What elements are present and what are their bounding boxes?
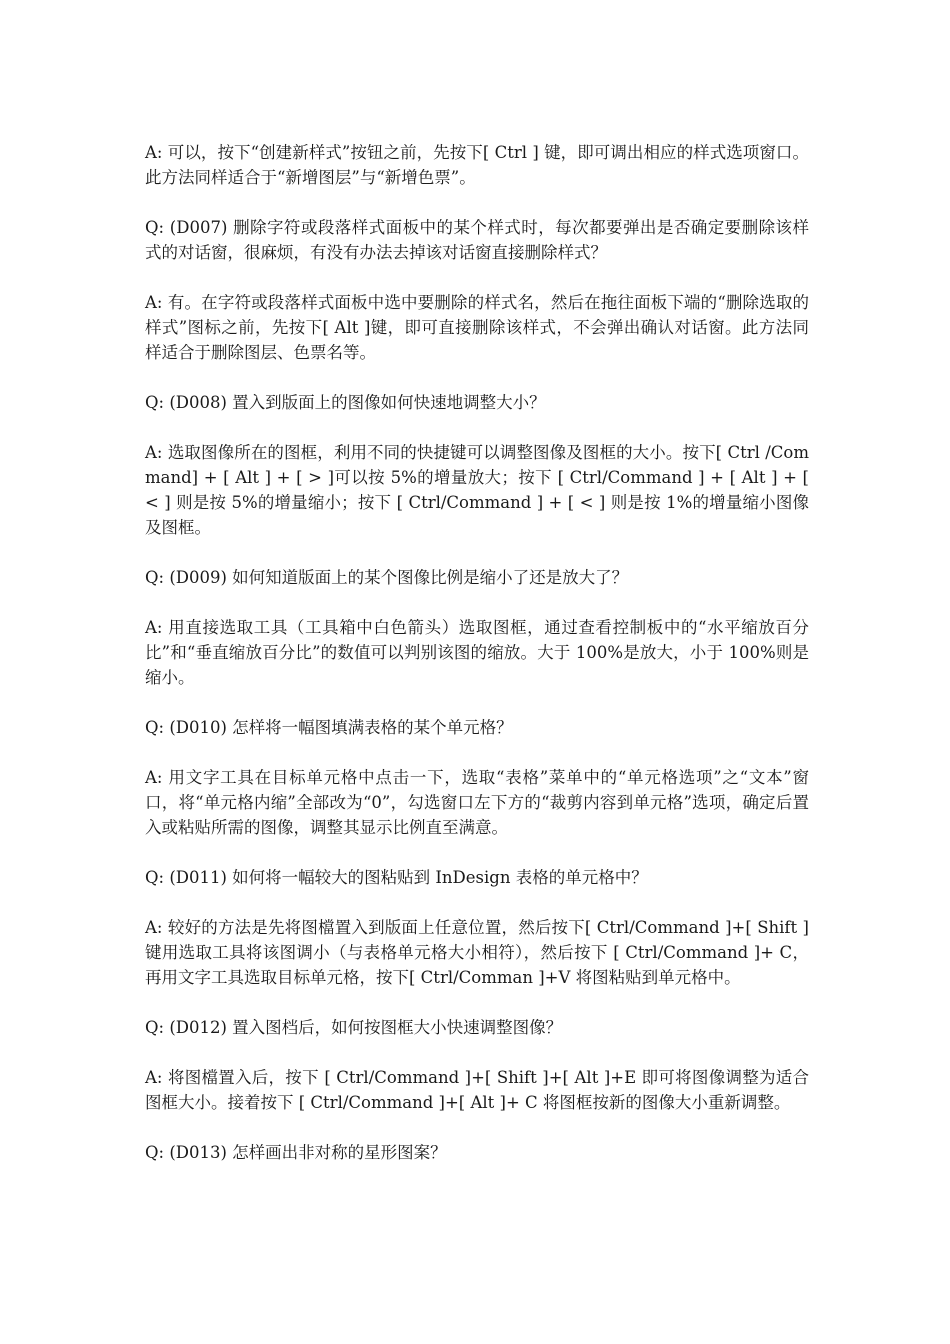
question-paragraph: Q: (D008) 置入到版面上的图像如何快速地调整大小？ xyxy=(145,393,546,412)
question-paragraph: Q: (D007) 删除字符或段落样式面板中的某个样式时，每次都要弹出是否确定要删除该样式的对话窗，很麻烦，有没有办法去掉该对话窗直接删除样式？ xyxy=(145,218,809,262)
question-paragraph: Q: (D009) 如何知道版面上的某个图像比例是缩小了还是放大了？ xyxy=(145,568,629,587)
answer-paragraph: A: 可以，按下“创建新样式”按钮之前，先按下[ Ctrl ] 键，即可调出相应的样式选项窗口。此方法同样适合于“新增图层”与“新增色票”。 xyxy=(145,143,809,187)
question-paragraph: Q: (D012) 置入图档后，如何按图框大小快速调整图像？ xyxy=(145,1018,563,1037)
question-paragraph: Q: (D013) 怎样画出非对称的星形图案？ xyxy=(145,1143,447,1162)
document-body xyxy=(145,140,809,1165)
question-paragraph: Q: (D010) 怎样将一幅图填满表格的某个单元格？ xyxy=(145,718,513,737)
answer-paragraph: A: 用直接选取工具（工具箱中白色箭头）选取图框，通过查看控制板中的“水平缩放百分比”和“垂直缩放百分比”的数值可以判别该图的缩放。大于 100%是放大，小于 100%则是缩小。 xyxy=(145,618,809,687)
question-paragraph: Q: (D011) 如何将一幅较大的图粘贴到 InDesign 表格的单元格中？ xyxy=(145,868,648,887)
answer-paragraph: A: 有。在字符或段落样式面板中选中要删除的样式名，然后在拖往面板下端的“删除选取的样式”图标之前，先按下[ Alt ]键，即可直接删除该样式，不会弹出确认对话窗。此方法同样适合于删除图层、色票名等。 xyxy=(145,293,809,362)
answer-paragraph: A: 选取图像所在的图框，利用不同的快捷键可以调整图像及图框的大小。按下[ Ctrl /Command] + [ Alt ] + [ > ]可以按 5%的增量放大；按下 [ Ctrl/Command ] + [ Alt ] + [ < ] 则是按 5%的增量缩小；按下 [ Ctrl/Command ] + [ < ] 则是按 1%的增量缩小图像及图框。 xyxy=(145,443,809,537)
answer-paragraph: A: 将图檔置入后，按下 [ Ctrl/Command ]+[ Shift ]+[ Alt ]+E 即可将图像调整为适合图框大小。接着按下 [ Ctrl/Command ]+[ Alt ]+ C 将图框按新的图像大小重新调整。 xyxy=(145,1068,809,1112)
answer-paragraph: A: 较好的方法是先将图檔置入到版面上任意位置，然后按下[ Ctrl/Command ]+[ Shift ]键用选取工具将该图调小（与表格单元格大小相符），然后按下 [ Ctrl/Command ]+ C，再用文字工具选取目标单元格，按下[ Ctrl/Comman ]+V 将图粘贴到单元格中。 xyxy=(145,918,809,987)
answer-paragraph: A: 用文字工具在目标单元格中点击一下，选取“表格”菜单中的“单元格选项”之“文本”窗口，将“单元格内缩”全部改为“0”，勾选窗口左下方的“裁剪内容到单元格”选项，确定后置入或粘贴所需的图像，调整其显示比例直至满意。 xyxy=(145,768,809,837)
